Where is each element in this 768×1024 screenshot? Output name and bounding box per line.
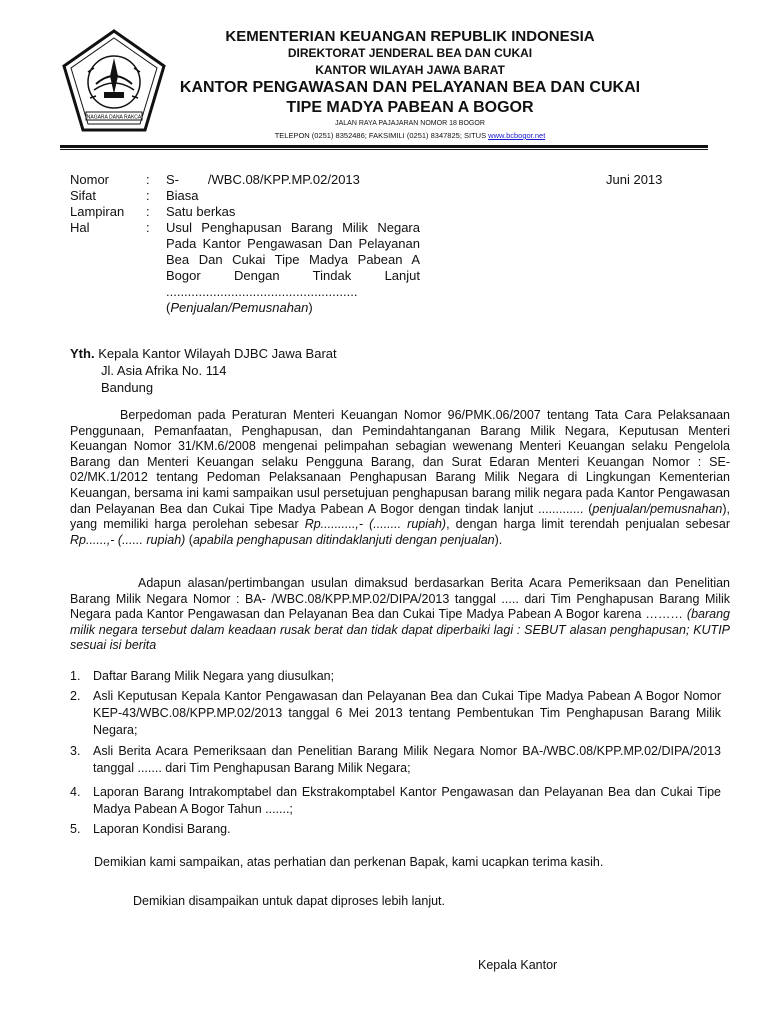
list-num: 1. [70, 669, 81, 683]
hal-value: Usul Penghapusan Barang Milik Negara Pada Kantor Pengawasan Dan Pelayanan Bea Dan Cukai Tipe Madya Pabean A Bogor Dengan Tindak Lanjut ..................................................... [166, 220, 420, 299]
p1-text-e: ). [494, 532, 503, 547]
p1-italic-1: penjualan/pemusnahan [592, 501, 723, 516]
sifat-value: Biasa [166, 188, 199, 203]
header-rule-thick [60, 145, 708, 148]
p1-italic-4: apabila penghapusan ditindaklanjuti dengan penjualan [192, 532, 495, 547]
list-text: Asli Keputusan Kepala Kantor Pengawasan dan Pelayanan Bea dan Cukai Tipe Madya Pabean A Bogor Nomor KEP-43/WBC.08/KPP.MP.02/2013 tanggal 6 Mei 2013 tentang Pembentukan Tim Penghapusan Barang Milik Negara; [93, 689, 721, 737]
header-rule-thin [60, 149, 708, 150]
list-num: 2. [70, 689, 81, 703]
office-name-line2: TIPE MADYA PABEAN A BOGOR [286, 99, 534, 116]
recipient-city: Bandung [101, 380, 154, 395]
paragraph-2 [70, 576, 730, 654]
directorate-name: DIREKTORAT JENDERAL BEA DAN CUKAI [287, 46, 533, 60]
colon: : [146, 172, 150, 187]
letter-date: Juni 2013 [606, 172, 663, 187]
hal-italic: Penjualan/Pemusnahan [170, 300, 309, 315]
nomor-value: S- /WBC.08/KPP.MP.02/2013 [166, 172, 360, 187]
p1-text-c: , dengan harga limit terendah penjualan sebesar [446, 517, 730, 532]
contact-text: TELEPON (0251) 8352486; FAKSIMILI (0251) 8347825; SITUS [274, 131, 489, 140]
colon: : [146, 220, 150, 235]
list-text: Asli Berita Acara Pemeriksaan dan Penelitian Barang Milik Negara Nomor BA-/WBC.08/KPP.MP.02/DIPA/2013 tanggal ....... dari Tim Penghapusan Barang Milik Negara; [93, 744, 721, 775]
list-num: 4. [70, 785, 81, 799]
hal-subject: Usul Penghapusan Barang Milik Negara Pada Kantor Pengawasan Dan Pelayanan Bea Dan Cukai Tipe Madya Pabean A Bogor Dengan Tindak Lanjut ..................................................... (Penjualan/Pemusnahan) [166, 220, 420, 315]
list-num: 5. [70, 822, 81, 836]
emblem-motto: NAGARA DANA RAKCA [86, 114, 142, 121]
signatory-title: Kepala Kantor [478, 958, 558, 972]
colon: : [146, 188, 150, 203]
p1-text-a: Berpedoman pada Peraturan Menteri Keuangan Nomor 96/PMK.06/2007 tentang Tata Cara Pelaksanaan Penggunaan, Pemanfaatan, Penghapusan, dan Pemindahtanganan Barang Milik Negara, Keputusan Menteri Keuangan Nomor 31/KM.6/2008 mengenai pelimpahan sebagian wewenang Menteri Keuangan selaku Pengelola Barang dan Menteri Keuangan selaku Pengguna Barang, dan Surat Edaran Menteri Keuangan Nomor : SE-02/MK.1/2012 tentang Pedoman Pelaksanaan Penghapusan Barang Milik Negara di Lingkungan Kementerian Keuangan, bersama ini kami sampaikan usul persetujuan penghapusan barang milik negara pada Kantor Pengawasan dan Pelayanan Bea dan Cukai Tipe Madya Pabean A Bogor dengan tindak lanjut ............. ( [70, 408, 730, 516]
lampiran-value: Satu berkas [166, 204, 236, 219]
office-contact [175, 131, 645, 140]
p2-italic: (barang milik negara tersebut dalam keadaan rusak berat dan tidak dapat diperbaiki lagi : SEBUT alasan penghapusan; KUTIP sesuai isi berita [70, 607, 730, 653]
closing-thanks: Demikian kami sampaikan, atas perhatian dan perkenan Bapak, kami ucapkan terima kasih. [94, 855, 604, 869]
colon: : [146, 204, 150, 219]
list-text: Laporan Barang Intrakomptabel dan Ekstrakomptabel Kantor Pengawasan dan Pelayanan Bea dan Cukai Tipe Madya Pabean A Bogor Tahun .......; [93, 785, 721, 816]
regional-office-name: KANTOR WILAYAH JAWA BARAT [315, 63, 505, 77]
salutation: Yth. [70, 346, 95, 361]
closing-proceed: Demikian disampaikan untuk dapat diproses lebih lanjut. [133, 894, 445, 908]
recipient-name: Kepala Kantor Wilayah DJBC Jawa Barat [98, 346, 337, 361]
lampiran-label: Lampiran [70, 204, 125, 219]
list-text: Daftar Barang Milik Negara yang diusulkan; [93, 669, 335, 683]
nomor-label: Nomor [70, 172, 110, 187]
ministry-emblem-icon [60, 28, 168, 134]
p1-italic-3: Rp......,- (...... rupiah) [70, 532, 186, 547]
website-link[interactable]: www.bcbogor.net [488, 131, 546, 140]
sifat-label: Sifat [70, 188, 97, 203]
p1-text-b: ), yang memiliki harga perolehan sebesar [70, 501, 730, 532]
p2-text: Adapun alasan/pertimbangan usulan dimaksud berdasarkan Berita Acara Pemeriksaan dan Penelitian Barang Milik Negara Nomor : BA- /WBC.08/KPP.MP.02/DIPA/2013 tanggal ..... dari Tim Penghapusan Barang Milik Negara pada Kantor Pengawasan dan Pelayanan Bea dan Cukai Tipe Madya Pabean A Bogor karena ……… [70, 576, 730, 622]
list-num: 3. [70, 744, 81, 758]
office-name-line1: KANTOR PENGAWASAN DAN PELAYANAN BEA DAN CUKAI [179, 79, 641, 96]
ministry-name: KEMENTERIAN KEUANGAN REPUBLIK INDONESIA [225, 28, 595, 45]
p1-text-d: ( [185, 532, 193, 547]
recipient-line [70, 345, 337, 362]
p1-italic-2: Rp..........,- (........ rupiah) [304, 517, 447, 532]
office-address: JALAN RAYA PAJAJARAN NOMOR 18 BOGOR [335, 120, 485, 127]
list-text: Laporan Kondisi Barang. [93, 822, 231, 836]
recipient-street: Jl. Asia Afrika No. 114 [101, 363, 227, 378]
paragraph-1 [70, 408, 730, 548]
hal-label: Hal [70, 220, 90, 235]
